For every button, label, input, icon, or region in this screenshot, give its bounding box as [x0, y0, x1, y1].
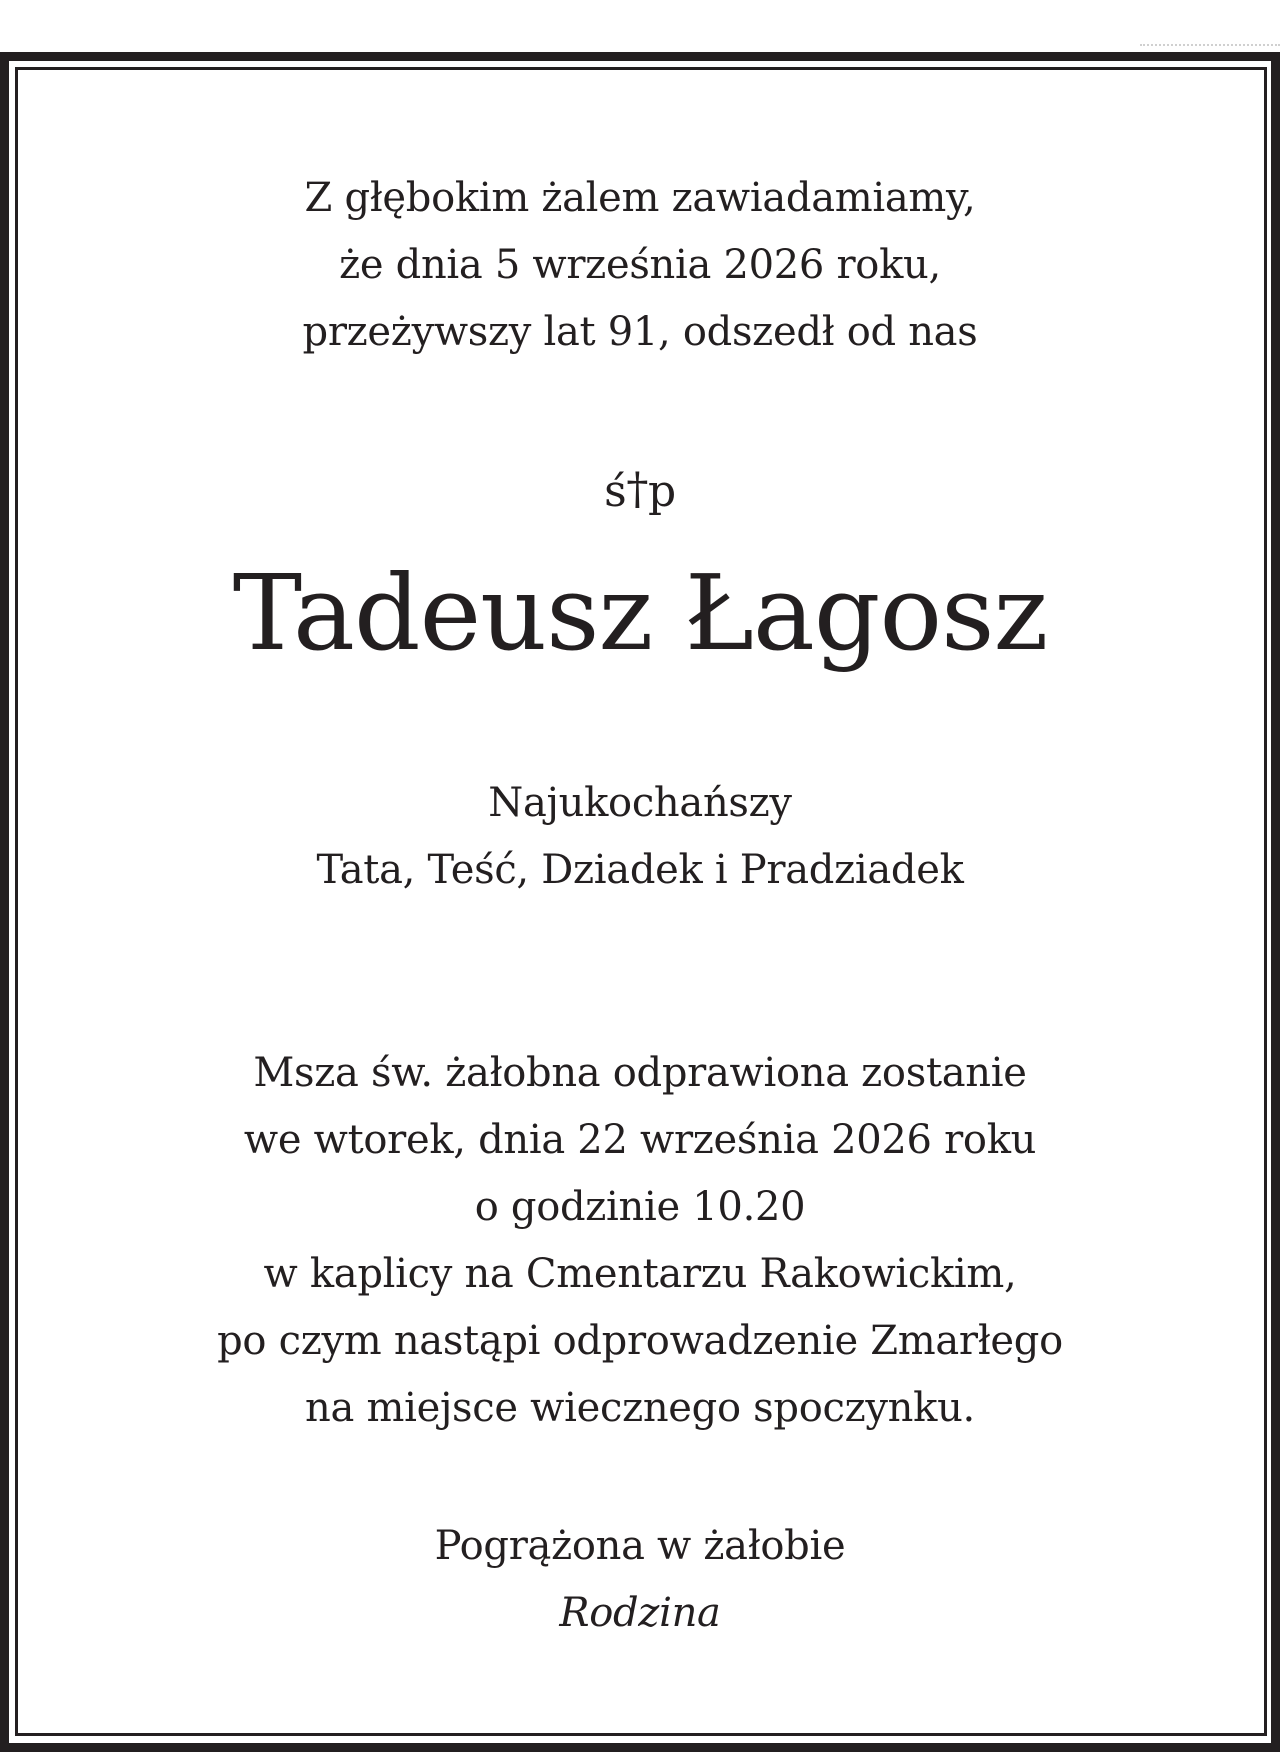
mass-line-5: po czym nastąpi odprowadzenie Zmarłego	[217, 1318, 1063, 1364]
top-edge-dots	[1140, 44, 1280, 46]
closing-signature: Rodzina	[559, 1590, 721, 1636]
deceased-name: Tadeusz Łagosz	[232, 552, 1048, 674]
honorific-prefix: ś	[604, 466, 627, 517]
mass-line-2: we wtorek, dnia 22 września 2026 roku	[243, 1117, 1037, 1163]
closing-line: Pogrążona w żałobie	[434, 1523, 846, 1569]
intro-line-3: przeżywszy lat 91, odszedł od nas	[302, 309, 978, 355]
honorific-suffix: p	[648, 466, 676, 517]
mass-line-6: na miejsce wiecznego spoczynku.	[305, 1385, 975, 1431]
intro-line-2: że dnia 5 września 2026 roku,	[339, 242, 941, 288]
relation-line-2: Tata, Teść, Dziadek i Pradziadek	[316, 847, 964, 893]
intro-line-1: Z głębokim żalem zawiadamiamy,	[304, 175, 976, 221]
honorific-stp	[0, 465, 1280, 517]
relation-line-1: Najukochańszy	[488, 780, 792, 826]
mass-line-1: Msza św. żałobna odprawiona zostanie	[253, 1050, 1027, 1096]
cross-icon: †	[626, 464, 649, 515]
mass-line-4: w kaplicy na Cmentarzu Rakowickim,	[263, 1251, 1017, 1297]
mass-line-3: o godzinie 10.20	[474, 1184, 806, 1230]
